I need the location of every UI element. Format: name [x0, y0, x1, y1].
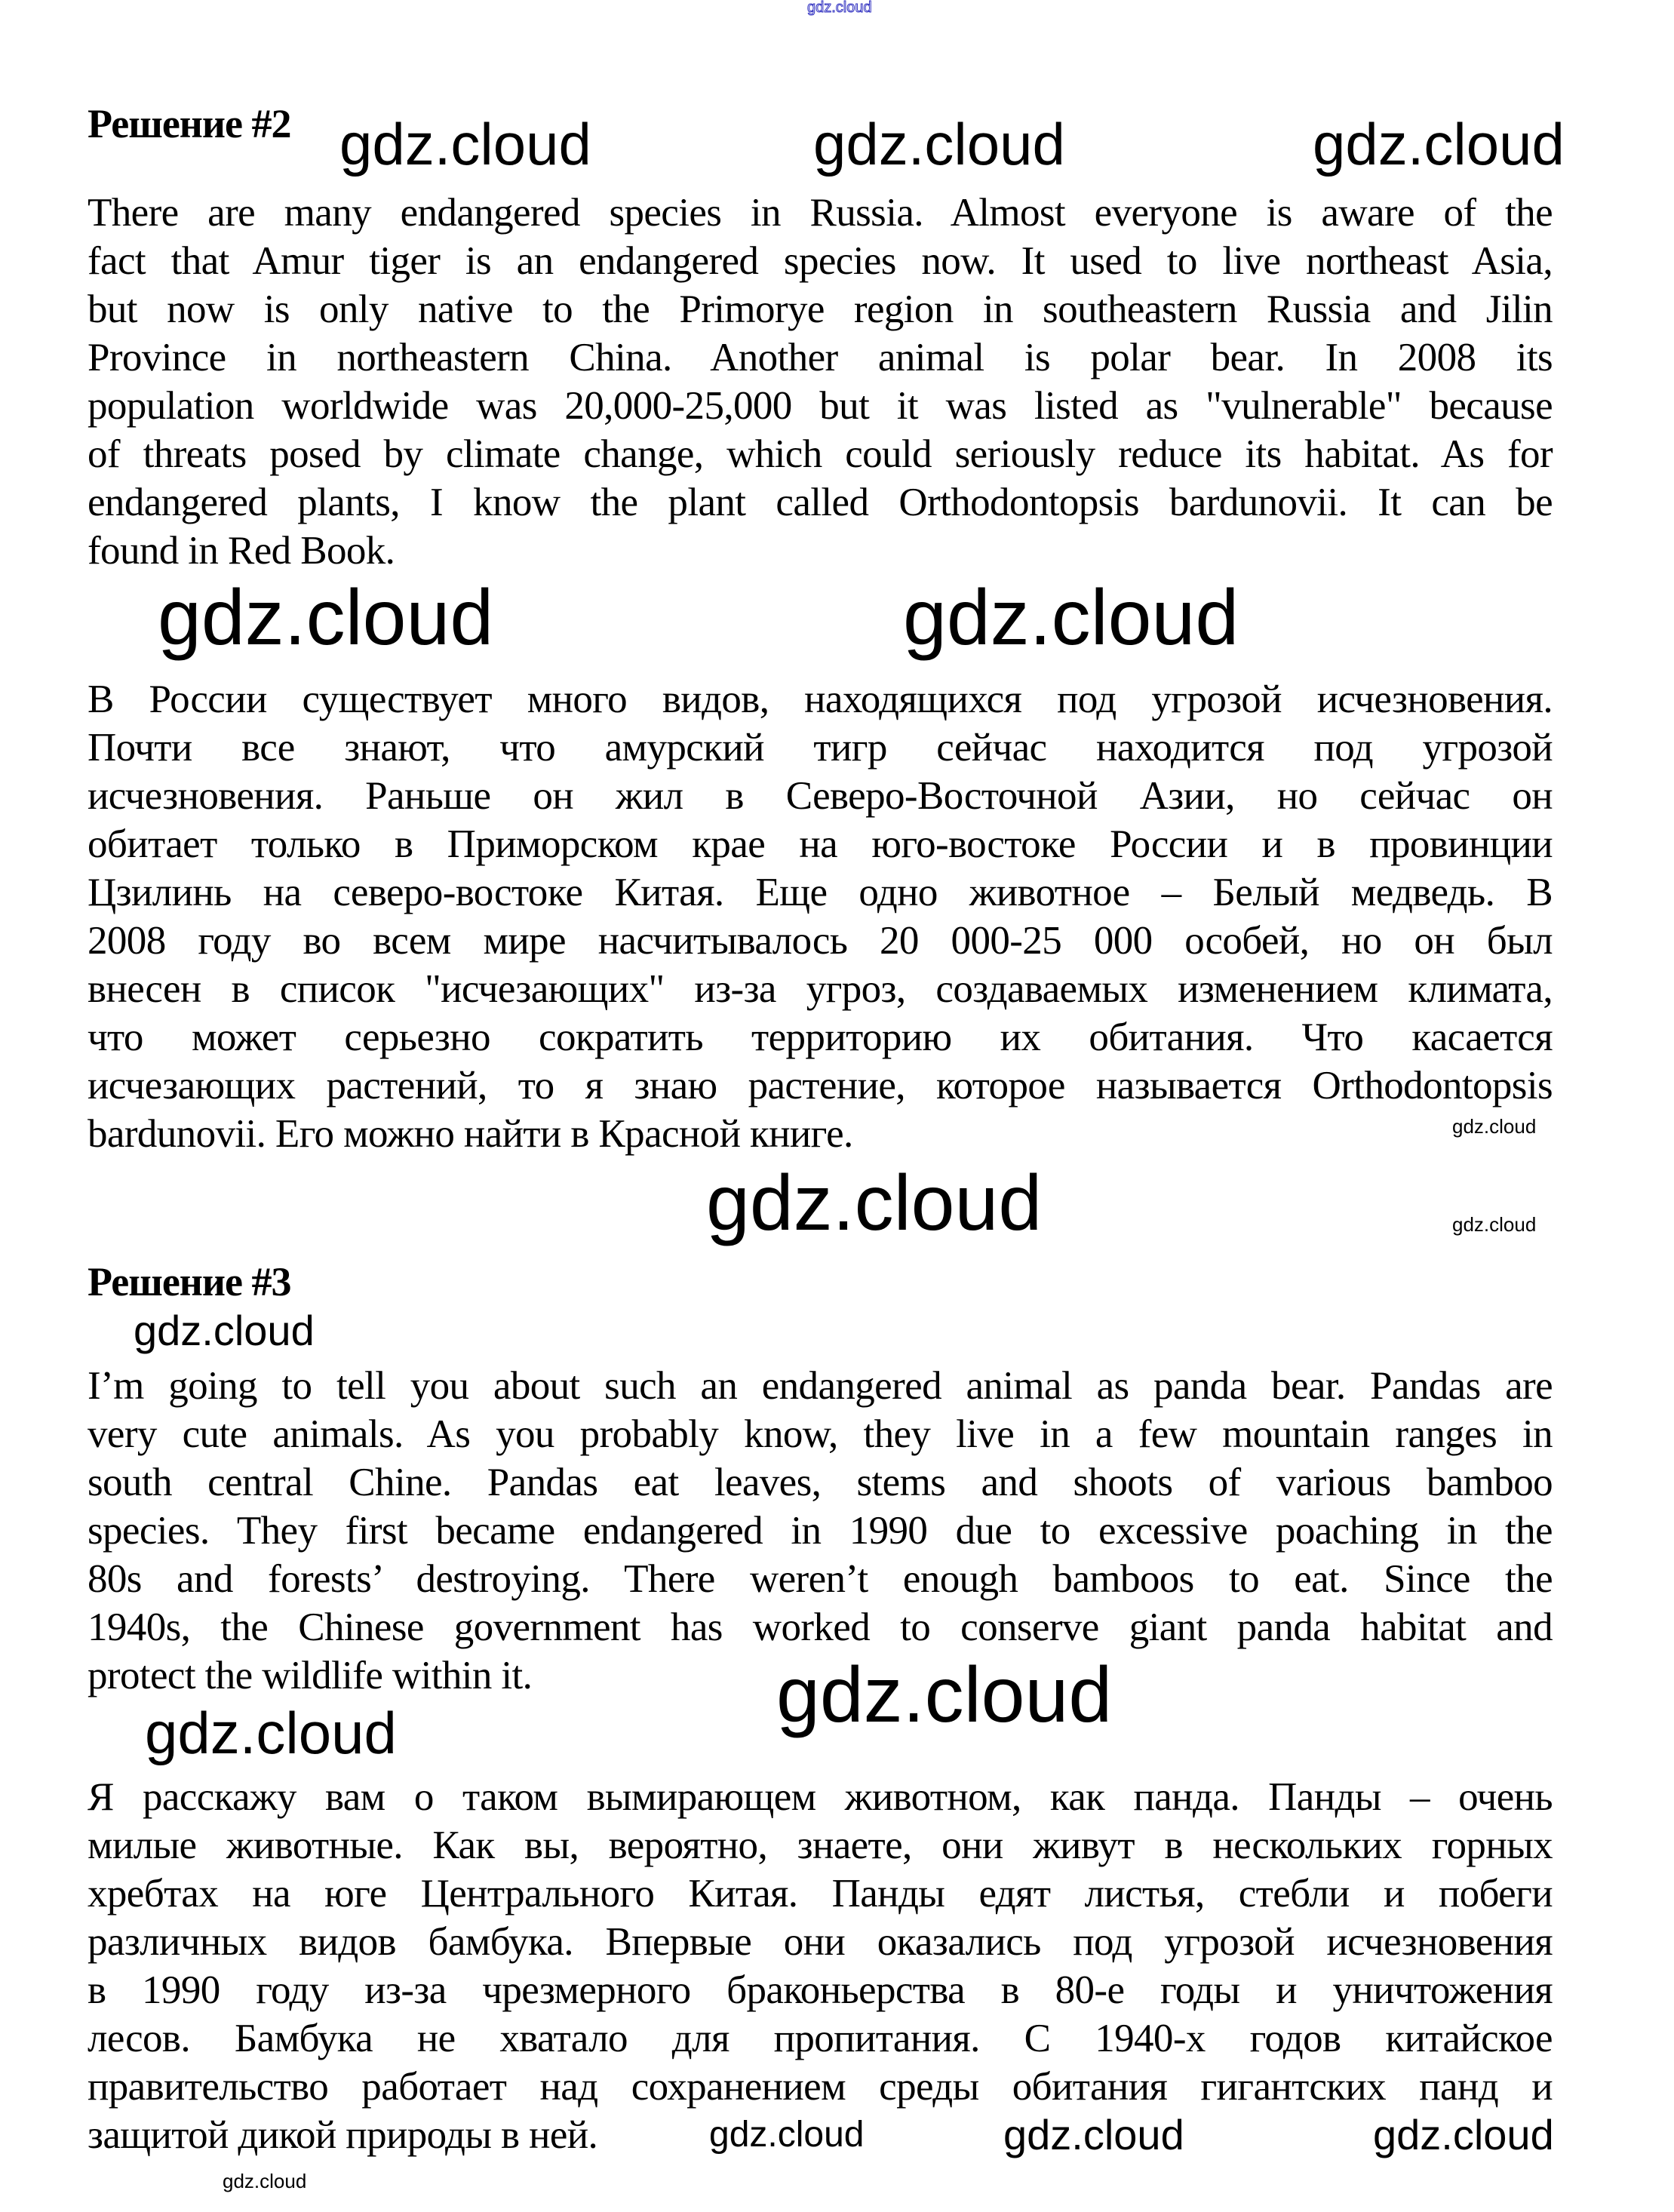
solution-3-english-paragraph [88, 1362, 1553, 1700]
text-line: population worldwide was 20,000-25,000 but it was listed as "vulnerable" because [88, 384, 1553, 428]
text-line: found in Red Book. [88, 529, 395, 573]
text-line: Я расскажу вам о таком вымирающем животном, как панда. Панды – очень [88, 1775, 1553, 1819]
watermark: gdz.cloud [709, 2115, 865, 2155]
watermark: gdz.cloud [1452, 1115, 1537, 1138]
text-line: very cute animals. As you probably know, they live in a few mountain ranges in [88, 1412, 1553, 1456]
text-line: 2008 году во всем мире насчитывалось 20 000-25 000 особей, но он был [88, 919, 1553, 963]
text-line: I’m going to tell you about such an endangered animal as panda bear. Pandas are [88, 1364, 1553, 1408]
watermark: gdz.cloud [903, 574, 1239, 662]
text-line: 80s and forests’ destroying. There weren’t enough bamboos to eat. Since the [88, 1557, 1553, 1601]
watermark: gdz.cloud [339, 111, 591, 177]
solution-3-russian-paragraph [88, 1773, 1553, 2159]
text-line: различных видов бамбука. Впервые они оказались под угрозой исчезновения [88, 1920, 1553, 1964]
text-line: правительство работает над сохранением среды обитания гигантских панд и [88, 2065, 1553, 2109]
text-line: обитает только в Приморском крае на юго-востоке России и в провинции [88, 822, 1553, 866]
text-line: Цзилинь на северо-востоке Китая. Еще одно животное – Белый медведь. В [88, 871, 1553, 914]
text-line: Province in northeastern China. Another animal is polar bear. In 2008 its [88, 336, 1553, 379]
watermark: gdz.cloud [1003, 2111, 1184, 2158]
text-line: There are many endangered species in Russia. Almost everyone is aware of the [88, 191, 1553, 235]
solution-3-heading: Решение #3 [88, 1259, 291, 1304]
watermark: gdz.cloud [813, 111, 1065, 177]
text-line: south central Chine. Pandas eat leaves, stems and shoots of various bamboo [88, 1461, 1553, 1504]
text-line: species. They first became endangered in 1990 due to excessive poaching in the [88, 1509, 1553, 1553]
text-line: внесен в список "исчезающих" из-за угроз, создаваемых изменением климата, [88, 967, 1553, 1011]
solution-2-russian-paragraph [88, 675, 1553, 1158]
watermark: gdz.cloud [1452, 1213, 1537, 1236]
text-line: but now is only native to the Primorye region in southeastern Russia and Jilin [88, 287, 1553, 331]
watermark: gdz.cloud [158, 574, 494, 662]
text-line: В России существует много видов, находящихся под угрозой исчезновения. [88, 677, 1553, 721]
watermark: gdz.cloud [706, 1160, 1043, 1247]
watermark-top: gdz.cloud [807, 0, 872, 16]
text-line: bardunovii. Его можно найти в Красной книге. [88, 1112, 853, 1156]
text-line: что может серьезно сократить территорию их обитания. Что касается [88, 1015, 1553, 1059]
text-line: исчезающих растений, то я знаю растение, которое называется Orthodontopsis [88, 1064, 1553, 1108]
text-line: fact that Amur tiger is an endangered species now. It used to live northeast Asia, [88, 239, 1553, 283]
watermark: gdz.cloud [776, 1651, 1113, 1739]
text-line: 1940s, the Chinese government has worked to conserve giant panda habitat and [88, 1605, 1553, 1649]
text-line: endangered plants, I know the plant called Orthodontopsis bardunovii. It can be [88, 481, 1553, 524]
text-line: of threats posed by climate change, which could seriously reduce its habitat. As for [88, 432, 1553, 476]
text-line: protect the wildlife within it. [88, 1654, 533, 1697]
text-line: исчезновения. Раньше он жил в Северо-Восточной Азии, но сейчас он [88, 774, 1553, 818]
text-line: защитой дикой природы в ней. [88, 2113, 598, 2157]
watermark: gdz.cloud [1373, 2111, 1554, 2158]
solution-2-heading: Решение #2 [88, 101, 291, 146]
text-line: милые животные. Как вы, вероятно, знаете, они живут в нескольких горных [88, 1823, 1553, 1867]
solution-2-english-paragraph [88, 189, 1553, 575]
text-line: в 1990 году из-за чрезмерного браконьерства в 80-е годы и уничтожения [88, 1968, 1553, 2012]
watermark: gdz.cloud [145, 1700, 397, 1766]
watermark: gdz.cloud [134, 1307, 315, 1354]
text-line: хребтах на юге Центрального Китая. Панды едят листья, стебли и побеги [88, 1872, 1553, 1916]
watermark: gdz.cloud [223, 2170, 307, 2192]
watermark: gdz.cloud [1313, 111, 1565, 177]
text-line: лесов. Бамбука не хватало для пропитания. С 1940-х годов китайское [88, 2017, 1553, 2060]
text-line: Почти все знают, что амурский тигр сейчас находится под угрозой [88, 726, 1553, 770]
